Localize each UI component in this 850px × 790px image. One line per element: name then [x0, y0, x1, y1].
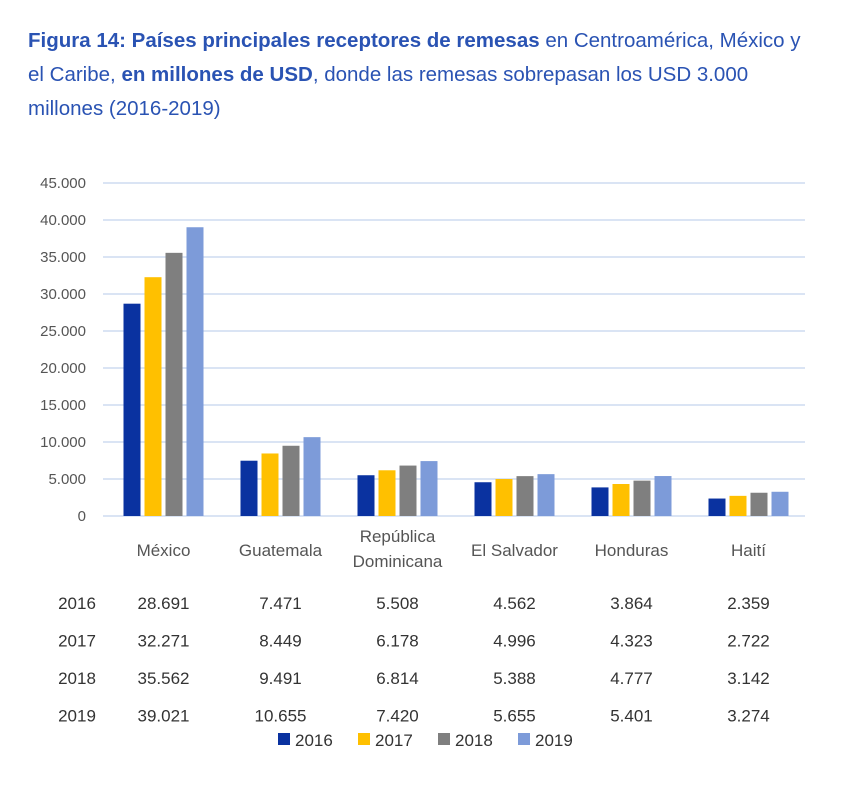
category-label-3: El Salvador	[471, 541, 558, 560]
table-row-label-2016: 2016	[58, 594, 96, 613]
bar-2017-3	[496, 479, 513, 516]
bar-2018-5	[751, 493, 768, 516]
y-tick-label-1: 5.000	[48, 471, 86, 488]
category-label-2	[353, 527, 443, 571]
bar-2017-4	[613, 484, 630, 516]
table-row-label-2018: 2018	[58, 669, 96, 688]
caption-text: en Centroamérica, México y el Caribe,	[28, 29, 801, 86]
table-cell-2018-2: 6.814	[376, 669, 419, 688]
bar-2019-1	[304, 437, 321, 516]
bar-2016-2	[358, 475, 375, 516]
table-cell-2019-1: 10.655	[254, 706, 307, 726]
table-cell-2018-4: 4.777	[610, 669, 653, 688]
category-label-1: Guatemala	[238, 541, 323, 560]
bar-2018-0	[166, 253, 183, 516]
category-label-line: República	[359, 527, 436, 546]
table-cell-2018-0: 35.562	[137, 669, 190, 688]
table-cell-2016-2: 5.508	[376, 594, 419, 613]
bar-2019-5	[772, 492, 789, 516]
bar-2018-3	[517, 476, 534, 516]
legend-label-2018: 2018	[455, 731, 493, 750]
bar-2016-0	[124, 304, 141, 516]
table-cell-2019-5: 3.274	[727, 706, 770, 726]
table-cell-2017-5: 2.722	[727, 631, 770, 651]
table-cell-2019-2: 7.420	[376, 706, 419, 726]
legend-swatch-2019	[518, 733, 530, 745]
bar-2019-4	[655, 476, 672, 516]
y-tick-label-2: 10.000	[40, 434, 86, 451]
bar-2018-2	[400, 466, 417, 516]
caption-bold-units: en millones de USD	[121, 63, 313, 86]
y-tick-label-4: 20.000	[40, 360, 86, 377]
y-tick-label-3: 15.000	[40, 397, 86, 414]
table-cell-2019-0: 39.021	[137, 706, 190, 726]
table-cell-2017-2: 6.178	[376, 631, 419, 651]
bar-2019-3	[538, 474, 555, 516]
legend-label-2017: 2017	[375, 731, 413, 750]
caption-bold-title: Figura 14: Países principales receptores de remesas	[28, 29, 540, 52]
bar-2017-1	[262, 453, 279, 516]
y-tick-label-7: 35.000	[40, 249, 86, 266]
table-cell-2017-3: 4.996	[493, 631, 536, 651]
table-cell-2017-4: 4.323	[610, 631, 653, 651]
bar-2016-4	[592, 487, 609, 516]
y-tick-label-9: 45.000	[40, 175, 86, 192]
table-cell-2017-1: 8.449	[259, 631, 302, 651]
table-row-label-2019: 2019	[58, 706, 96, 726]
y-tick-label-0: 0	[77, 508, 86, 525]
table-cell-2016-5: 2.359	[727, 594, 770, 613]
category-label-4: Honduras	[594, 541, 669, 560]
table-cell-2017-0: 32.271	[137, 631, 190, 651]
caption-text-end: , donde las remesas sobrepasan los USD 3.000 millones (2016-2019)	[28, 63, 749, 120]
bar-2016-3	[475, 482, 492, 516]
table-cell-2018-1: 9.491	[259, 669, 302, 688]
table-cell-2016-3: 4.562	[493, 594, 536, 613]
table-cell-2016-1: 7.471	[259, 594, 302, 613]
bar-2019-2	[421, 461, 438, 516]
table-cell-2019-4: 5.401	[610, 706, 653, 726]
bar-2019-0	[187, 227, 204, 516]
category-label-5: Haití	[731, 541, 766, 560]
bar-2016-1	[241, 461, 258, 516]
legend-swatch-2016	[278, 733, 290, 745]
bar-2016-5	[709, 499, 726, 516]
bar-2017-0	[145, 277, 162, 516]
table-cell-2018-3: 5.388	[493, 669, 536, 688]
table-cell-2016-4: 3.864	[610, 594, 653, 613]
legend-swatch-2017	[358, 733, 370, 745]
table-cell-2016-0: 28.691	[137, 594, 190, 613]
table-cell-2018-5: 3.142	[727, 669, 770, 688]
category-label-line: Dominicana	[352, 552, 443, 571]
legend-label-2016: 2016	[295, 731, 333, 750]
y-tick-label-6: 30.000	[40, 286, 86, 303]
bar-2017-5	[730, 496, 747, 516]
bar-2017-2	[379, 470, 396, 516]
legend-swatch-2018	[438, 733, 450, 745]
legend-label-2019: 2019	[535, 731, 573, 750]
table-cell-2019-3: 5.655	[493, 706, 536, 726]
y-tick-label-5: 25.000	[40, 323, 86, 340]
category-label-0: México	[136, 541, 191, 560]
bar-2018-1	[283, 446, 300, 516]
table-row-label-2017: 2017	[58, 631, 96, 651]
y-tick-label-8: 40.000	[40, 212, 86, 229]
bar-2018-4	[634, 481, 651, 516]
